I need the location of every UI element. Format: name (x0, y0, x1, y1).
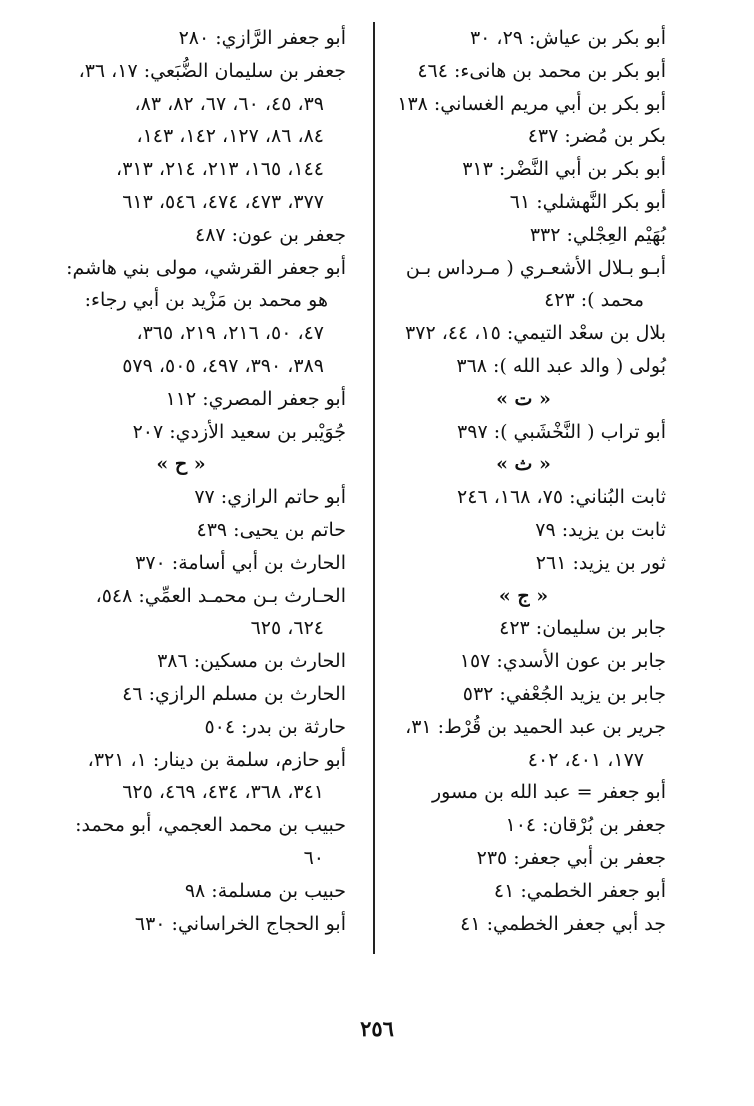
index-entry: ١٧٧، ٤٠١، ٤٠٢ (527, 748, 644, 771)
index-entry: أبو بكر بن محمد بن هانىء: ٤٦٤ (417, 59, 666, 82)
index-entry: هو محمد بن مَزْيد بن أبي رجاء: (84, 289, 328, 312)
index-entry: ٦٠ (303, 846, 324, 869)
index-entry: حبيب بن مسلمة: ٩٨ (184, 879, 346, 902)
index-entry: بُهَيْم العِجْلي: ٣٣٢ (529, 223, 666, 246)
page-number: ٢٥٦ (360, 1016, 394, 1041)
letter-heading: « ج » (498, 584, 549, 607)
index-entry: ثور بن يزيد: ٢٦١ (535, 551, 666, 574)
index-entry: أبو بكر بن أبي مريم الغساني: ١٣٨ (397, 92, 666, 115)
index-entry: جعفر بن عون: ٤٨٧ (194, 223, 346, 246)
index-entry: ثابت بن يزيد: ٧٩ (535, 518, 666, 541)
index-entry: بُولى ( والد عبد الله ): ٣٦٨ (456, 354, 666, 377)
letter-heading: « ح » (156, 453, 206, 476)
index-entry: جابر بن سليمان: ٤٢٣ (499, 617, 666, 640)
index-entry: ٨٤، ٨٦، ١٢٧، ١٤٢، ١٤٣، (136, 125, 324, 148)
index-entry: أبو الحجاج الخراساني: ٦٣٠ (134, 912, 346, 935)
index-entry: ٤٧، ٥٠، ٢١٦، ٢١٩، ٣٦٥، (136, 322, 324, 345)
index-entry: جعفر بن سليمان الضُّبَعي: ١٧، ٣٦، (78, 59, 346, 82)
index-entry: حاتم بن يحيى: ٤٣٩ (196, 518, 346, 541)
index-entry: جعفر بن بُرْقان: ١٠٤ (505, 814, 666, 837)
index-entry: أبو تراب ( النَّخْشَبي ): ٣٩٧ (457, 420, 666, 443)
index-entry: جُوَيْبر بن سعيد الأزدي: ٢٠٧ (132, 420, 346, 443)
index-entry: ثابت البُناني: ٧٥، ١٦٨، ٢٤٦ (457, 486, 666, 509)
index-entry: أبو بكر بن أبي النَّضْر: ٣١٣ (462, 158, 666, 181)
index-entry: أبـو بـلال الأشعـري ( مـرداس بـن (405, 256, 666, 279)
index-entry: جابر بن عون الأسدي: ١٥٧ (459, 650, 666, 673)
index-entry: بلال بن سعْد التيمي: ١٥، ٤٤، ٣٧٢ (405, 322, 666, 345)
letter-heading: « ث » (496, 453, 551, 476)
index-entry: جابر بن يزيد الجُعْفي: ٥٣٢ (462, 682, 666, 705)
index-entry: أبو بكر النَّهشلي: ٦١ (509, 190, 666, 213)
index-entry: جد أبي جعفر الخطمي: ٤١ (460, 912, 666, 935)
index-entry: ٣٨٩، ٣٩٠، ٤٩٧، ٥٠٥، ٥٧٩ (122, 354, 324, 377)
index-entry: ٣٤١، ٣٦٨، ٤٣٤، ٤٦٩، ٦٢٥ (122, 781, 324, 804)
index-entry: أبو حازم، سلمة بن دينار: ١، ٣٢١، (87, 748, 346, 771)
index-entry: ٣٩، ٤٥، ٦٠، ٦٧، ٨٢، ٨٣، (134, 92, 324, 115)
index-column-left (16, 22, 346, 940)
letter-heading: « ت » (496, 387, 551, 410)
index-entry: بكر بن مُضر: ٤٣٧ (527, 125, 666, 148)
index-entry: الحارث بن مسلم الرازي: ٤٦ (122, 682, 346, 705)
index-entry: ١٤٤، ١٦٥، ٢١٣، ٢١٤، ٣١٣، (116, 158, 324, 181)
index-entry: حارثة بن بدر: ٥٠٤ (204, 715, 346, 738)
index-entry: الحارث بن أبي أسامة: ٣٧٠ (135, 551, 346, 574)
index-entry: أبو جعفر القرشي، مولى بني هاشم: (66, 256, 346, 279)
index-entry: أبو جعفر = عبد الله بن مسور (431, 781, 666, 804)
index-entry: أبو جعفر المصري: ١١٢ (165, 387, 346, 410)
index-column-right (381, 22, 666, 940)
column-divider (373, 22, 375, 954)
index-entry: أبو جعفر الرَّازي: ٢٨٠ (178, 27, 346, 49)
index-entry: جرير بن عبد الحميد بن قُرْط: ٣١، (405, 715, 666, 738)
index-entry: جعفر بن أبي جعفر: ٢٣٥ (476, 846, 666, 869)
index-entry: محمد ): ٤٢٣ (544, 289, 644, 312)
index-entry: أبو بكر بن عياش: ٢٩، ٣٠ (469, 27, 666, 49)
index-entry: الحارث بن مسكين: ٣٨٦ (157, 650, 346, 673)
index-entry: أبو حاتم الرازي: ٧٧ (194, 486, 346, 509)
index-entry: حبيب بن محمد العجمي، أبو محمد: (75, 814, 346, 837)
index-entry: ٦٢٤، ٦٢٥ (250, 617, 324, 640)
index-entry: ٣٧٧، ٤٧٣، ٤٧٤، ٥٤٦، ٦١٣ (122, 190, 324, 213)
index-entry: أبو جعفر الخطمي: ٤١ (493, 879, 666, 902)
index-entry: الحـارث بـن محمـد العمِّي: ٥٤٨، (95, 584, 346, 607)
